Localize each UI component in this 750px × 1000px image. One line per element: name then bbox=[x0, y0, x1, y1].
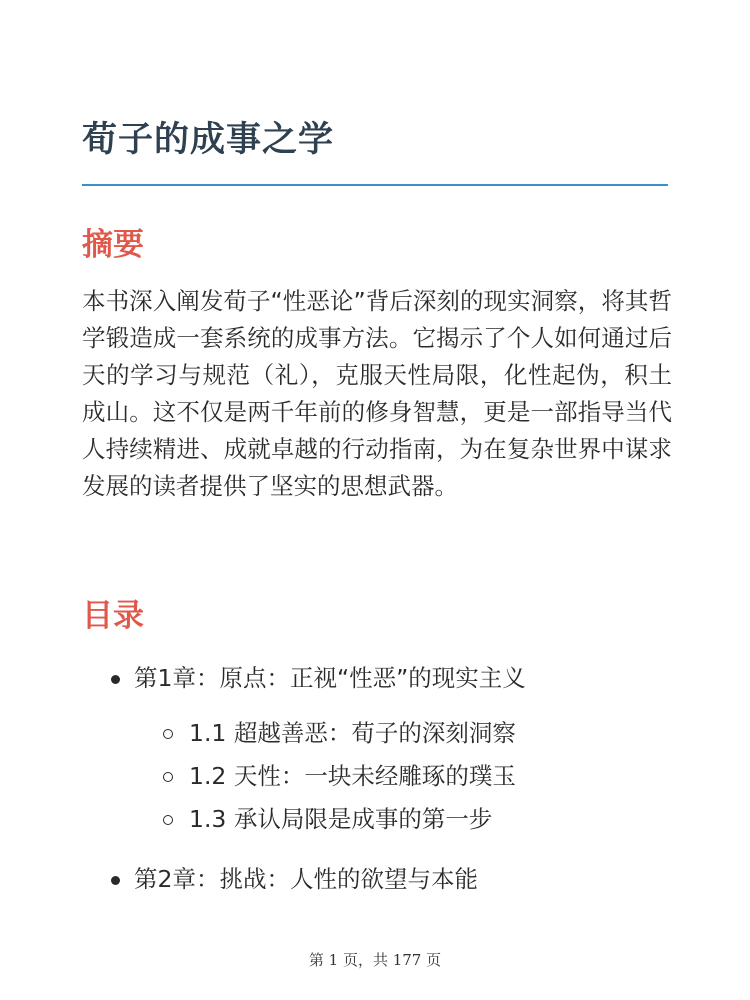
summary-paragraph: 本书深入阐发荀子“性恶论”背后深刻的现实洞察，将其哲学锻造成一套系统的成事方法。它揭示了个人如何通过后天的学习与规范（礼），克服天性局限，化性起伪，积土成山。这不仅是两千年前的修身智慧，更是一部指导当代人持续精进、成就卓越的行动指南，为在复杂世界中谋求发展的读者提供了坚实的思想武器。 bbox=[82, 287, 672, 500]
bullet-dot-icon bbox=[111, 876, 120, 885]
toc-chapter-1[interactable]: 第1章：原点：正视“性恶”的现实主义 bbox=[134, 664, 526, 692]
bullet-ring-icon bbox=[163, 815, 173, 825]
toc-section-1-2[interactable]: 1.2 天性：一块未经雕琢的璞玉 bbox=[189, 762, 516, 790]
page-number: 第 1 页，共 177 页 bbox=[308, 951, 442, 969]
toc-section-1-3[interactable]: 1.3 承认局限是成事的第一步 bbox=[189, 805, 493, 833]
title-divider bbox=[82, 184, 668, 186]
toc-chapter-2[interactable]: 第2章：挑战：人性的欲望与本能 bbox=[134, 865, 478, 893]
document-title: 荀子的成事之学 bbox=[82, 120, 335, 160]
bullet-dot-icon bbox=[111, 675, 120, 684]
bullet-ring-icon bbox=[163, 772, 173, 782]
bullet-ring-icon bbox=[163, 729, 173, 739]
summary-heading: 摘要 bbox=[82, 227, 144, 263]
toc-heading: 目录 bbox=[82, 598, 144, 634]
toc-section-1-1[interactable]: 1.1 超越善恶：荀子的深刻洞察 bbox=[189, 719, 516, 747]
